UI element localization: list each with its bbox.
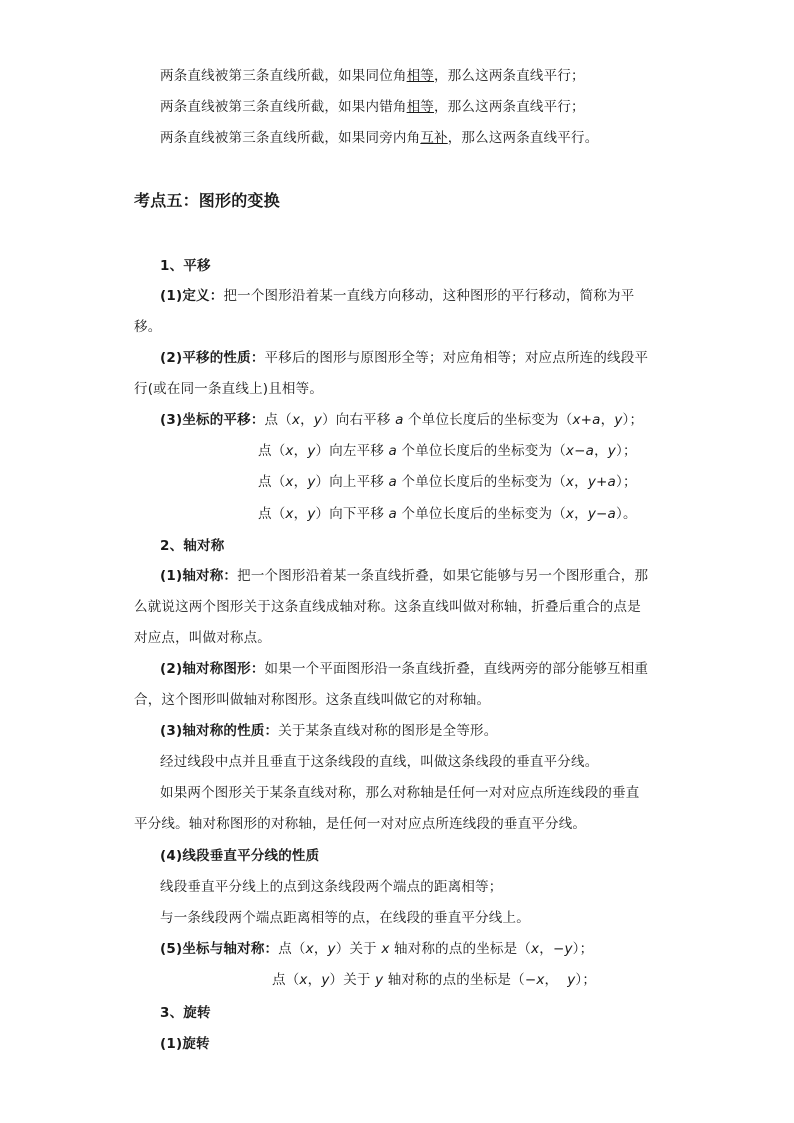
label: (2)平移的性质： <box>160 350 265 366</box>
coord-translation-3 <box>258 472 637 492</box>
text: 把一个图形沿着某一直线方向移动，这种图形的平行移动，简称为平 <box>223 288 635 304</box>
label: (2)轴对称图形： <box>160 661 265 677</box>
text: ， <box>574 474 588 490</box>
intro-line-2 <box>160 97 585 117</box>
section-title: 考点五：图形的变换 <box>134 191 280 210</box>
intro-text: 两条直线被第三条直线所截，如果内错角 <box>160 99 407 115</box>
text: ）； <box>622 412 644 428</box>
heading-rotation: 3、旋转 <box>160 1005 211 1021</box>
intro-text: ，那么这两条直线平行； <box>434 68 585 84</box>
intro-text: ，那么这两条直线平行。 <box>447 130 599 146</box>
text: 轴对称的点的坐标是（ <box>383 972 525 988</box>
label: (1)定义： <box>160 288 224 304</box>
var: y <box>307 506 316 522</box>
perpendicular-bisector-heading: (4)线段垂直平分线的性质 <box>160 848 320 864</box>
text: ， <box>293 506 308 522</box>
var: x <box>285 474 294 490</box>
text: ， <box>539 941 553 957</box>
text: 如果一个平面图形沿一条直线折叠，直线两旁的部分能够互相重 <box>264 661 649 677</box>
coord-translation-1 <box>160 410 643 430</box>
text: ， <box>313 941 328 957</box>
text: ， <box>300 412 314 428</box>
var: a <box>388 443 397 459</box>
text: ）； <box>616 443 637 459</box>
var: y <box>327 941 336 957</box>
text: 个单位长度后的坐标变为（ <box>397 474 566 490</box>
var: x+a <box>572 412 601 428</box>
var: y <box>614 412 623 428</box>
text: ）向下平移 <box>315 506 389 522</box>
text: 个单位长度后的坐标变为（ <box>397 506 566 522</box>
text: 关于某条直线对称的图形是全等形。 <box>278 723 498 739</box>
perpendicular-bisector-line: 与一条线段两个端点距离相等的点，在线段的垂直平分线上。 <box>160 910 530 926</box>
symmetry-property-line: 经过线段中点并且垂直于这条线段的直线，叫做这条线段的垂直平分线。 <box>160 754 599 770</box>
text: 轴对称的点的坐标是（ <box>389 941 532 957</box>
text: 点（ <box>278 941 306 957</box>
axial-symmetry-definition-cont: 么就说这两个图形关于这条直线成轴对称。这条直线叫做对称轴，折叠后重合的点是 <box>134 599 641 615</box>
var: y−a <box>587 506 616 522</box>
heading-translation: 1、平移 <box>160 258 211 274</box>
var: y <box>313 412 323 428</box>
var: −y <box>552 941 573 957</box>
symmetry-property-line: 如果两个图形关于某条直线对称，那么对称轴是任何一对对应点所连线段的垂直 <box>160 785 640 801</box>
text: ）。 <box>616 506 637 522</box>
text: ）向上平移 <box>315 474 389 490</box>
var: x <box>291 412 301 428</box>
axial-symmetry-definition <box>160 566 648 586</box>
var: x <box>565 474 575 490</box>
var: y <box>375 972 384 988</box>
intro-text: ，那么这两条直线平行； <box>434 99 585 115</box>
text: ）关于 <box>335 941 382 957</box>
text: 点（ <box>258 506 286 522</box>
var: y <box>307 474 316 490</box>
text: ， <box>594 443 608 459</box>
text: 个单位长度后的坐标变为（ <box>397 443 566 459</box>
label: (3)坐标的平移： <box>160 412 265 428</box>
label: (1)轴对称： <box>160 568 238 584</box>
text: ）； <box>575 972 597 988</box>
text: ）； <box>616 474 637 490</box>
symmetric-figure <box>160 659 648 679</box>
intro-text: 两条直线被第三条直线所截，如果同位角 <box>160 68 407 84</box>
text: ， <box>293 474 308 490</box>
label: (5)坐标与轴对称： <box>160 941 279 957</box>
perpendicular-bisector-line: 线段垂直平分线上的点到这条线段两个端点的距离相等； <box>160 879 503 895</box>
text: 点（ <box>258 474 286 490</box>
var: y <box>321 972 330 988</box>
text: ， <box>293 443 308 459</box>
text: ， <box>307 972 322 988</box>
text: 点（ <box>264 412 292 428</box>
var: a <box>395 412 404 428</box>
var: x <box>565 506 575 522</box>
var: a <box>388 506 397 522</box>
coord-symmetry-2 <box>272 970 596 990</box>
text: 点（ <box>272 972 300 988</box>
text: 个单位长度后的坐标变为（ <box>403 412 573 428</box>
coord-symmetry-1 <box>160 939 593 959</box>
rotation-subheading: (1)旋转 <box>160 1036 210 1052</box>
var: x <box>285 506 294 522</box>
intro-text: 两条直线被第三条直线所截，如果同旁内角 <box>160 130 421 146</box>
intro-line-3 <box>160 128 598 148</box>
text: ， <box>544 972 568 988</box>
var: x <box>531 941 540 957</box>
translation-property <box>160 348 648 368</box>
var: y <box>567 972 576 988</box>
text: ）关于 <box>329 972 376 988</box>
var: y <box>607 443 616 459</box>
symmetry-property-line: 平分线。轴对称图形的对称轴，是任何一对对应点所连线段的垂直平分线。 <box>134 816 587 832</box>
text: 点（ <box>258 443 286 459</box>
symmetry-property <box>160 721 497 741</box>
symmetric-figure-cont: 合，这个图形叫做轴对称图形。这条直线叫做它的对称轴。 <box>134 692 491 708</box>
text: ）向右平移 <box>322 412 396 428</box>
text: ， <box>574 506 588 522</box>
var: y <box>307 443 316 459</box>
translation-definition <box>160 286 634 306</box>
var: x <box>381 941 390 957</box>
intro-line-1 <box>160 66 585 86</box>
var: x−a <box>565 443 595 459</box>
text: ）； <box>572 941 594 957</box>
heading-axial-symmetry: 2、轴对称 <box>160 538 225 554</box>
var: x <box>305 941 314 957</box>
coord-translation-2 <box>258 441 637 461</box>
var: x <box>299 972 308 988</box>
text: ， <box>600 412 615 428</box>
var: y+a <box>587 474 616 490</box>
coord-translation-4 <box>258 504 637 524</box>
axial-symmetry-definition-cont: 对应点，叫做对称点。 <box>134 630 271 646</box>
label: (3)轴对称的性质： <box>160 723 279 739</box>
text: ）向左平移 <box>315 443 389 459</box>
translation-definition-cont: 移。 <box>134 319 162 335</box>
underlined-term: 相等 <box>406 99 435 115</box>
var: −x <box>524 972 545 988</box>
var: x <box>285 443 294 459</box>
text: 把一个图形沿着某一条直线折叠，如果它能够与另一个图形重合，那 <box>237 568 649 584</box>
underlined-term: 互补 <box>420 130 448 146</box>
underlined-term: 相等 <box>406 68 435 84</box>
var: a <box>388 474 397 490</box>
text: 平移后的图形与原图形全等；对应角相等；对应点所连的线段平 <box>264 350 649 366</box>
translation-property-cont: 行(或在同一条直线上)且相等。 <box>134 381 324 397</box>
